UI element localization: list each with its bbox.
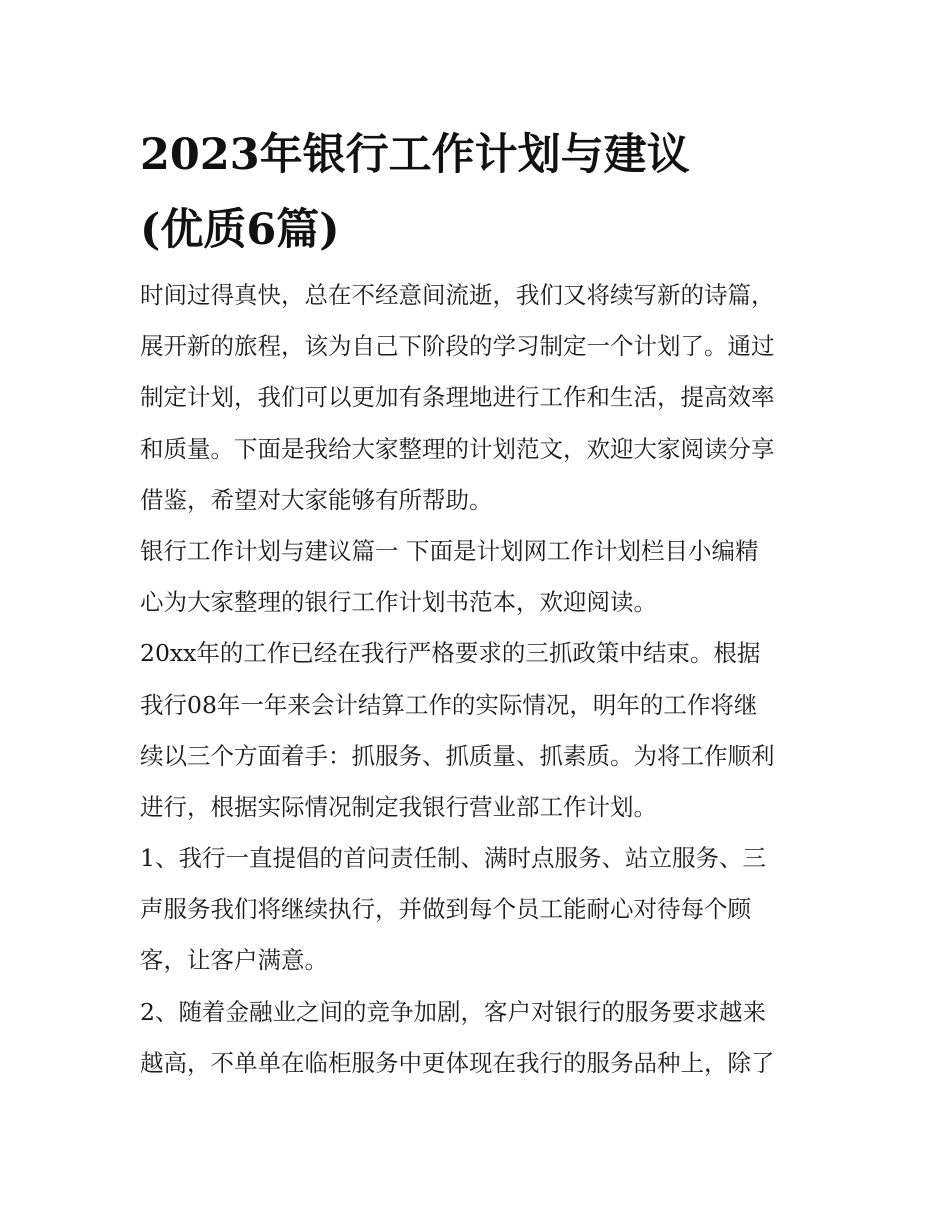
body-line: 制定计划，我们可以更加有条理地进行工作和生活，提高效率: [140, 383, 775, 412]
body-line: 银行工作计划与建议篇一 下面是计划网工作计划栏目小编精: [140, 536, 759, 565]
body-line: 声服务我们将继续执行，并做到每个员工能耐心对待每个顾: [140, 895, 751, 924]
body-line: 我行08年一年来会计结算工作的实际情况，明年的工作将继: [140, 690, 758, 719]
body-line: 进行，根据实际情况制定我银行营业部工作计划。: [140, 792, 657, 821]
body-line: 2、随着金融业之间的竞争加剧，客户对银行的服务要求越来: [140, 997, 766, 1026]
body-line: 时间过得真快，总在不经意间流逝，我们又将续写新的诗篇，: [140, 281, 775, 309]
title-line: (优质6篇): [140, 205, 340, 255]
body-line: 越高，不单单在临柜服务中更体现在我行的服务品种上，除了: [140, 1048, 775, 1077]
document-body: [140, 270, 830, 1089]
body-line: 1、我行一直提倡的首问责任制、满时点服务、站立服务、三: [140, 844, 766, 873]
body-line: 客，让客户满意。: [140, 946, 328, 975]
body-line: 展开新的旅程，该为自己下阶段的学习制定一个计划了。通过: [140, 332, 775, 361]
body-line: 20xx年的工作已经在我行严格要求的三抓政策中结束。根据: [140, 639, 761, 668]
body-line: 借鉴，希望对大家能够有所帮助。: [140, 485, 493, 514]
body-line: 续以三个方面着手：抓服务、抓质量、抓素质。为将工作顺利: [140, 741, 775, 770]
body-line: 和质量。下面是我给大家整理的计划范文，欢迎大家阅读分享: [140, 434, 775, 463]
title-line: 2023年银行工作计划与建议: [140, 130, 690, 180]
document-title: [140, 118, 830, 268]
body-line: 心为大家整理的银行工作计划书范本，欢迎阅读。: [140, 588, 657, 617]
